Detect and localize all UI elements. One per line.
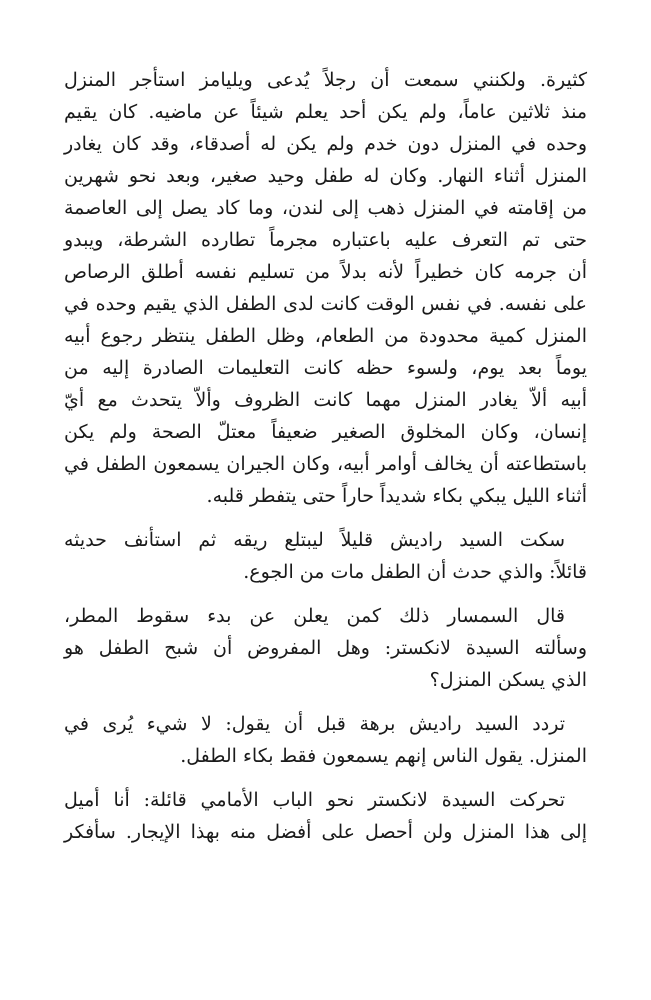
- paragraph-2: [64, 524, 587, 588]
- text-line: المنزل أثناء النهار. وكان له طفل وحيد صغير، وبعد نحو شهرين: [64, 165, 587, 187]
- paragraph-4: [64, 708, 587, 772]
- paragraph-5: [64, 784, 587, 848]
- text-line: على نفسه. في نفس الوقت كانت لدى الطفل الذي يقيم وحده في: [64, 293, 587, 315]
- text-line: كثيرة. ولكنني سمعت أن رجلاً يُدعى ويليامز استأجر المنزل: [64, 69, 587, 91]
- text-line: قال السمسار ذلك كمن يعلن عن بدء سقوط المطر،: [64, 605, 565, 627]
- text-line: الذي يسكن المنزل؟: [429, 669, 587, 691]
- text-line: منذ ثلاثين عاماً، ولم يكن أحد يعلم شيئاً عن ماضيه. كان يقيم: [64, 101, 587, 123]
- text-line: من إقامته في المنزل ذهب إلى لندن، وما كاد يصل إلى العاصمة: [64, 197, 587, 219]
- text-line: وحده في المنزل دون خدم ولم يكن له أصدقاء، وقد كان يغادر: [64, 133, 587, 155]
- paragraph-1: [64, 64, 587, 512]
- paragraph-3: [64, 600, 587, 696]
- text-line: إلى هذا المنزل ولن أحصل على أفضل منه بهذا الإيجار. سأفكر: [64, 821, 587, 843]
- text-line: أن جرمه كان خطيراً لأنه بدلاً من تسليم نفسه أطلق الرصاص: [64, 261, 587, 283]
- text-line: يوماً بعد يوم، ولسوء حظه كانت التعليمات الصادرة إليه من: [64, 357, 587, 379]
- text-line: أثناء الليل يبكي بكاء شديداً حاراً حتى يتفطر قلبه.: [206, 485, 587, 507]
- text-line: المنزل. يقول الناس إنهم يسمعون فقط بكاء الطفل.: [180, 745, 587, 767]
- text-line: حتى تم التعرف عليه باعتباره مجرماً تطارده الشرطة، ويبدو: [64, 229, 587, 251]
- text-line: سكت السيد راديش قليلاً ليبتلع ريقه ثم استأنف حديثه: [64, 529, 565, 551]
- text-line: وسألته السيدة لانكستر: وهل المفروض أن شبح الطفل هو: [64, 637, 587, 659]
- text-line: باستطاعته أن يخالف أوامر أبيه، وكان الجيران يسمعون الطفل في: [64, 453, 587, 475]
- text-line: إنسان، وكان المخلوق الصغير ضعيفاً معتلّ الصحة ولم يكن: [64, 421, 587, 443]
- text-line: تردد السيد راديش برهة قبل أن يقول: لا شيء يُرى في: [64, 713, 565, 735]
- text-line: تحركت السيدة لانكستر نحو الباب الأمامي قائلة: أنا أميل: [64, 789, 565, 811]
- text-line: أبيه ألاّ يغادر المنزل مهما كانت الظروف وألاّ يتحدث مع أيّ: [64, 389, 587, 411]
- text-line: المنزل كمية محدودة من الطعام، وظل الطفل ينتظر رجوع أبيه: [64, 325, 587, 347]
- text-line: قائلاً: والذي حدث أن الطفل مات من الجوع.: [243, 561, 587, 583]
